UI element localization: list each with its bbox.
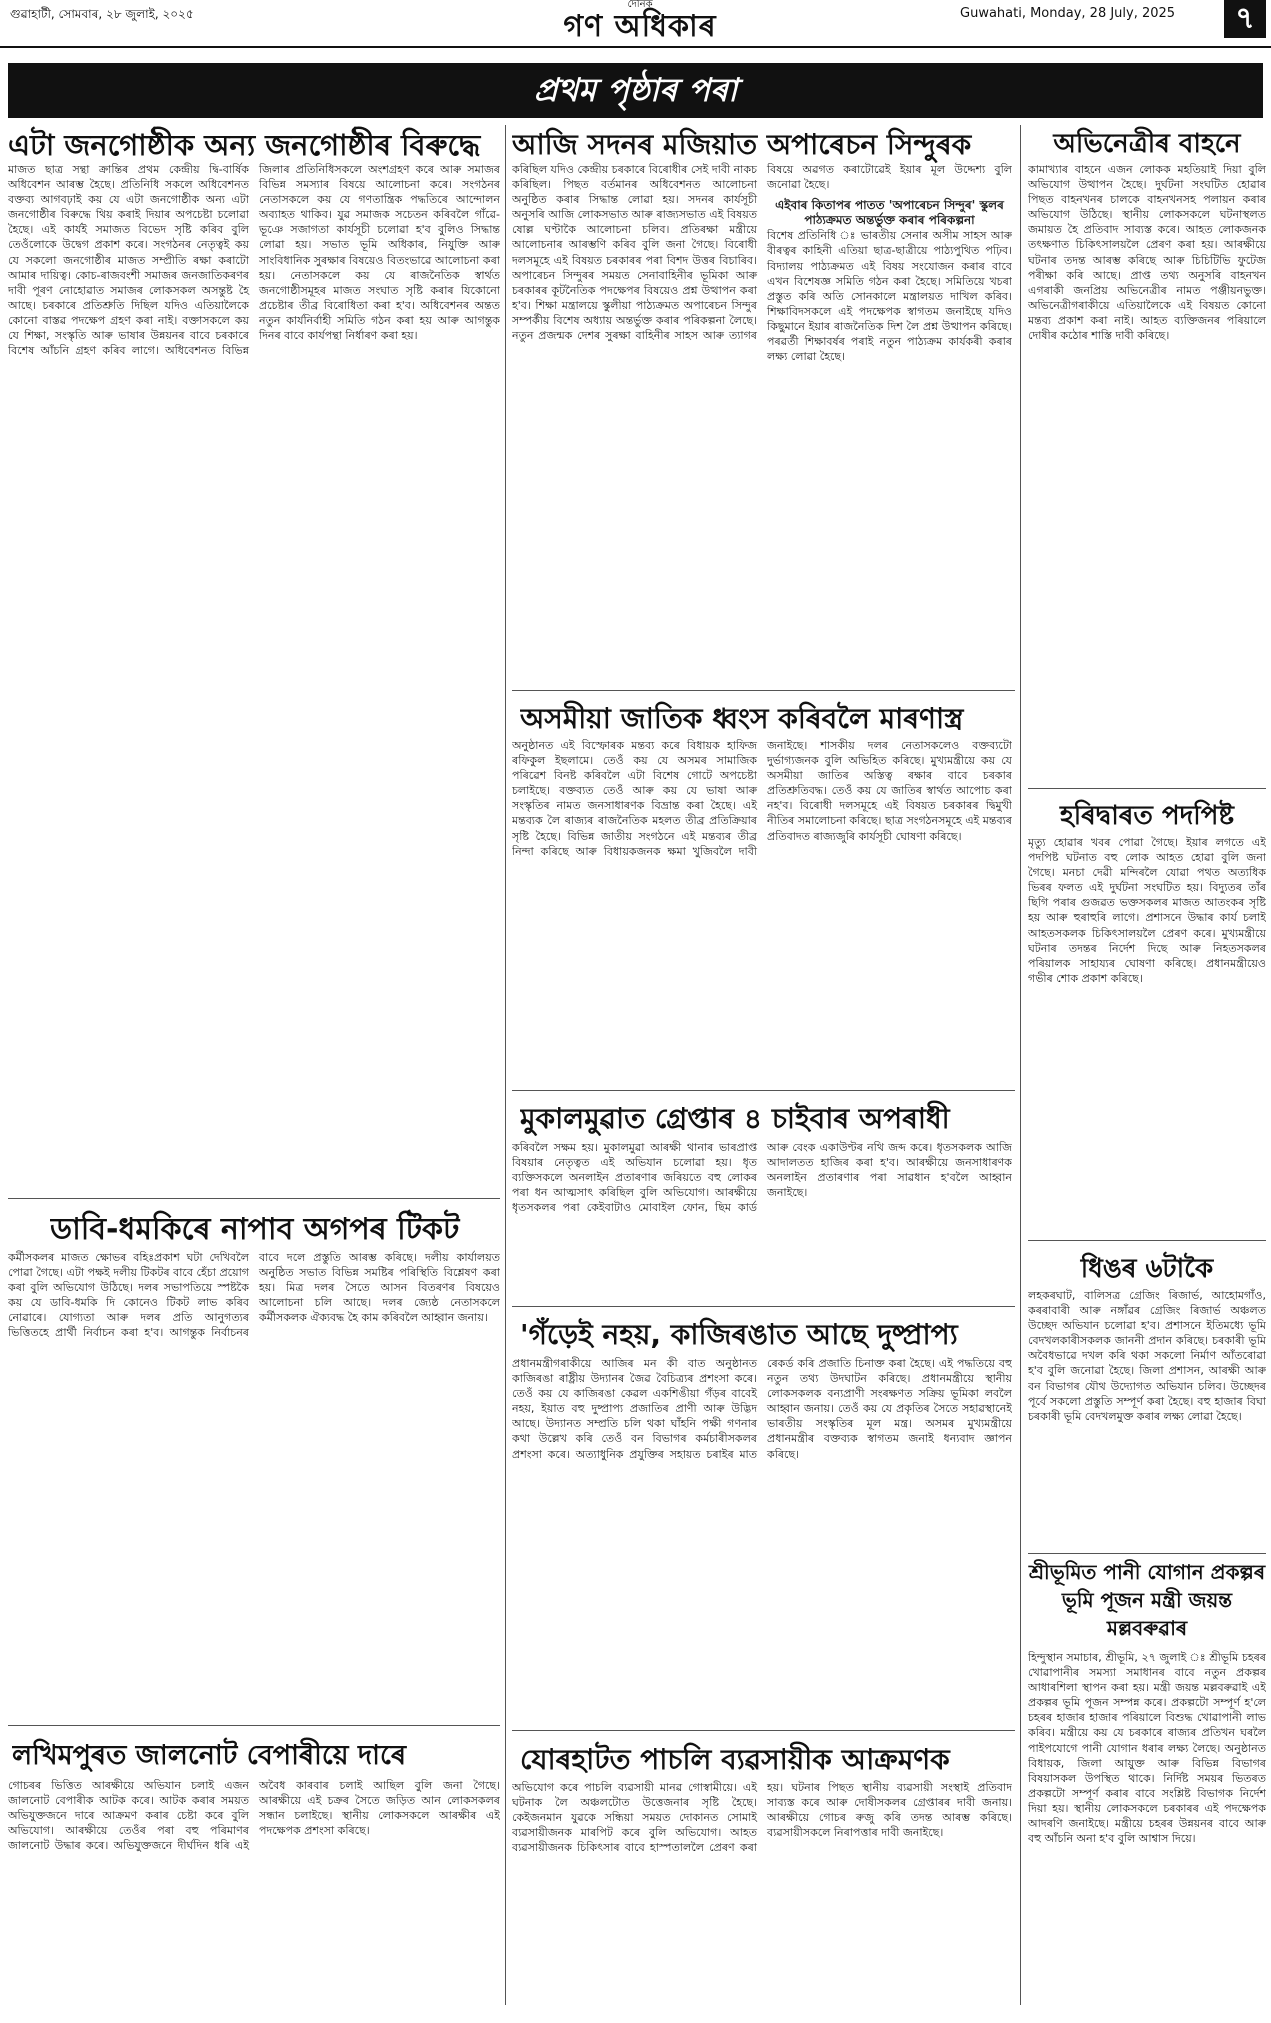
headline-operation-sindoor: আজি সদনৰ মজিয়াত অপাৰেচন সিন্দুৰক [512, 128, 972, 161]
article-body-lakhimpur [8, 1778, 500, 2013]
article-text: কামাখ্যাৰ বাহনে এজন লোকক মহতিয়াই দিয়া বুলি অভিযোগ উত্থাপন হৈছে। দুৰ্ঘটনা সংঘটিত হোৱাৰ পিছত বাহনখনৰ চালকে বাহনখনসহ পলায়ন কৰাৰ অভিযোগ উঠিছে। স্থানীয় লোকসকলে ঘটনাস্থলত জমায়ত হৈ প্ৰতিবাদ সাব্যস্ত কৰে। আহত লোকজনক তৎক্ষণাত চিকিৎসালয়লৈ প্ৰেৰণ কৰা হয়। আৰক্ষীয়ে ঘটনাৰ তদন্ত আৰম্ভ কৰিছে আৰু চিচিটিভি ফুটেজ পৰীক্ষা কৰি আছে। প্ৰাপ্ত তথ্য অনুসৰি বাহনখন এগৰাকী জনপ্ৰিয় অভিনেত্ৰীৰ নামত পঞ্জীয়নভুক্ত। অভিনেত্ৰীগৰাকীয়ে এতিয়ালৈকে এই বিষয়ত কোনো মন্তব্য প্ৰকাশ কৰা নাই। আহত ব্যক্তিজনৰ পৰিয়ালে দোষীৰ কঠোৰ শাস্তি দাবী কৰিছে। [1028, 163, 1266, 343]
article-body-sindoor [512, 162, 1012, 682]
article-text: কৰিবলৈ সক্ষম হয়। মুকালমুৱা আৰক্ষী থানাৰ ভাৰপ্ৰাপ্ত বিষয়াৰ নেতৃত্বত এই অভিযান চলোৱা হয়। ধৃত ব্যক্তিসকলে অনলাইন প্ৰতাৰণাৰ জৰিয়তে বহু লোকৰ পৰা ধন আত্মসাৎ কৰিছিল বুলি অভিযোগ। আৰক্ষীয়ে ধৃতসকলৰ পৰা কেইবাটাও মোবাইল ফোন, ছিম কাৰ্ড আৰু বেংক একাউণ্টৰ নথি জব্দ কৰে। ধৃতসকলক আজি আদালতত হাজিৰ কৰা হ'ব। আৰক্ষীয়ে জনসাধাৰণক অনলাইন প্ৰতাৰণাৰ পৰা সাৱধান হ'বলৈ আহ্বান জনাইছে। [512, 1141, 1012, 1215]
logo-text: গণ অধিকাৰ [563, 9, 717, 44]
section-banner: প্ৰথম পৃষ্ঠাৰ পৰা [8, 63, 1263, 118]
article-text: প্ৰধানমন্ত্ৰীগৰাকীয়ে আজিৰ মন কী বাত অনুষ্ঠানত কাজিৰঙা ৰাষ্ট্ৰীয় উদ্যানৰ জৈৱ বৈচিত্ৰ্যৰ প্ৰশংসা কৰে। তেওঁ কয় যে কাজিৰঙা কেৱল একশিঙীয়া গঁড়ৰ বাবেই নহয়, ইয়াত বহু দুষ্প্ৰাপ্য প্ৰজাতিৰ প্ৰাণী আৰু উদ্ভিদ আছে। উদ্যানত সম্প্ৰতি চলি থকা ঘাঁহনি পক্ষী গণনাৰ কথা উল্লেখ কৰি তেওঁ বন বিভাগৰ কৰ্মচাৰীসকলৰ প্ৰশংসা কৰে। অত্যাধুনিক প্ৰযুক্তিৰ সহায়ত চৰাইৰ মাত ৰেকৰ্ড কৰি প্ৰজাতি চিনাক্ত কৰা হৈছে। এই পদ্ধতিয়ে বহু নতুন তথ্য উদঘাটন কৰিছে। প্ৰধানমন্ত্ৰীয়ে স্থানীয় লোকসকলক বন্যপ্ৰাণী সংৰক্ষণত সক্ৰিয় ভূমিকা লবলৈ আহ্বান জনায়। তেওঁ কয় যে প্ৰকৃতিৰ সৈতে সহাৱস্থানেই ভাৰতীয় সংস্কৃতিৰ মূল মন্ত্ৰ। অসমৰ মুখ্যমন্ত্ৰীয়ে প্ৰধানমন্ত্ৰীৰ বক্তব্যক স্বাগতম জনাই ধন্যবাদ জ্ঞাপন কৰিছে। [512, 1357, 1012, 1461]
headline-dhing: ধিঙৰ ৬টাকৈ [1080, 1254, 1214, 1284]
newspaper-logo [510, 0, 770, 46]
article-text: মাজত ছাত্ৰ সন্থা ক্ৰান্তিৰ প্ৰথম কেন্দ্ৰীয় দ্বি-বাৰ্ষিক অধিবেশন আৰম্ভ হৈছে। প্ৰতিনিধি সকলে অধিবেশনত বক্তব্য আগবঢ়াই কয় যে এটা জনগোষ্ঠীক অন্য এটা জনগোষ্ঠীৰ বিৰুদ্ধে থিয় কৰাই দিয়াৰ অপচেষ্টা চলোৱা হৈছে। এই কাৰ্যই সমাজত বিভেদ সৃষ্টি কৰিব বুলি তেওঁলোকে উদ্বেগ প্ৰকাশ কৰে। সংগঠনৰ নেতৃত্বই কয় যে সকলো জনগোষ্ঠীৰ মাজত সম্প্ৰীতি ৰক্ষা কৰাটো আমাৰ দায়িত্ব। কোচ-ৰাজবংশী সমাজৰ জনজাতিকৰণৰ দাবী পূৰণ নোহোৱাত সমাজৰ লোকসকল অসন্তুষ্ট হৈ আছে। চৰকাৰে প্ৰতিশ্ৰুতি দিছিল যদিও এতিয়ালৈকে কোনো বাস্তৱ পদক্ষেপ গ্ৰহণ কৰা নাই। বক্তাসকলে কয় যে শিক্ষা, সংস্কৃতি আৰু ভাষাৰ উন্নয়নৰ বাবে চৰকাৰে বিশেষ আঁচনি গ্ৰহণ কৰিব লাগে। অধিবেশনত বিভিন্ন জিলাৰ প্ৰতিনিধিসকলে অংশগ্ৰহণ কৰে আৰু সমাজৰ বিভিন্ন সমস্যাৰ বিষয়ে আলোচনা কৰে। সংগঠনৰ নেতাসকলে কয় যে গণতান্ত্ৰিক পদ্ধতিৰে আন্দোলন অব্যাহত থাকিব। যুৱ সমাজক সচেতন কৰিবলৈ গাঁৱে-ভূঞে সজাগতা কাৰ্যসূচী চলোৱা হ'ব বুলিও সিদ্ধান্ত লোৱা হয়। সভাত ভূমি অধিকাৰ, নিযুক্তি আৰু সাংবিধানিক সুৰক্ষাৰ বিষয়েও বিতংভাৱে আলোচনা কৰা হয়। নেতাসকলে কয় যে ৰাজনৈতিক স্বাৰ্থত জনগোষ্ঠীসমূহৰ মাজত সংঘাত সৃষ্টি কৰাৰ যিকোনো প্ৰচেষ্টাৰ তীব্ৰ বিৰোধিতা কৰা হ'ব। অধিবেশনৰ অন্তত নতুন কাৰ্যনিৰ্বাহী সমিতি গঠন কৰা হয় আৰু আগন্তুক দিনৰ বাবে কাৰ্যপন্থা নিৰ্ধাৰণ কৰা হয়। [8, 163, 500, 358]
article-text: অনুষ্ঠানত এই বিস্ফোৰক মন্তব্য কৰে বিধায়ক হাফিজ ৰফিকুল ইছলামে। তেওঁ কয় যে অসমৰ সামাজিক পৰিৱেশ বিনষ্ট কৰিবলৈ এটা বিশেষ গোটে অপচেষ্টা চলাইছে। বক্তব্যত তেওঁ আৰু কয় যে ভাষা আৰু সংস্কৃতিৰ নামত জনসাধাৰণক বিভ্ৰান্ত কৰা হৈছে। এই মন্তব্যক লৈ ৰাজ্যৰ ৰাজনৈতিক মহলত তীব্ৰ প্ৰতিক্ৰিয়াৰ সৃষ্টি হৈছে। বিভিন্ন জাতীয় সংগঠনে এই মন্তব্যৰ তীব্ৰ নিন্দা কৰিছে আৰু বিধায়কজনক ক্ষমা খুজিবলৈ দাবী জনাইছে। শাসকীয় দলৰ নেতাসকলেও বক্তব্যটো দুৰ্ভাগ্যজনক বুলি অভিহিত কৰিছে। মুখ্যমন্ত্ৰীয়ে কয় যে অসমীয়া জাতিৰ অস্তিত্ব ৰক্ষাৰ বাবে চৰকাৰ প্ৰতিশ্ৰুতিবদ্ধ। তেওঁ কয় যে জাতিৰ স্বাৰ্থত আপোচ কৰা নহ'ব। বিৰোধী দলসমূহে এই বিষয়ত চৰকাৰৰ দ্বিমুখী নীতিৰ সমালোচনা কৰিছে। ছাত্ৰ সংগঠনসমূহে এই মন্তব্যৰ প্ৰতিবাদত ৰাজ্যজুৰি কাৰ্যসূচী ঘোষণা কৰিছে। [512, 739, 1012, 858]
article-body-dhing [1028, 1288, 1266, 1548]
headline-agp-ticket: ডাবি-ধমকিৰে নাপাব অগপৰ টিকট [50, 1212, 460, 1247]
article-text: অভিযোগ কৰে পাচলি ব্যৱসায়ী মানৱ গোস্বামীয়ে। এই ঘটনাক লৈ অঞ্চলটোত উত্তেজনাৰ সৃষ্টি হৈছে। কেইজনমান যুৱকে সন্ধিয়া সময়ত দোকানত সোমাই ব্যৱসায়ীজনক মাৰপিট কৰে বুলি অভিযোগ। আহত ব্যৱসায়ীজনক চিকিৎসাৰ বাবে হাস্পতাললৈ প্ৰেৰণ কৰা হয়। ঘটনাৰ পিছত স্থানীয় ব্যৱসায়ী সংস্থাই প্ৰতিবাদ সাব্যস্ত কৰে আৰু দোষীসকলৰ গ্ৰেপ্তাৰৰ দাবী জনায়। আৰক্ষীয়ে গোচৰ ৰুজু কৰি তদন্ত আৰম্ভ কৰিছে। ব্যৱসায়ীসকলে নিৰাপত্তাৰ দাবী জনাইছে। [512, 1781, 1012, 1855]
article-text: মৃত্যু হোৱাৰ খবৰ পোৱা গৈছে। ইয়াৰ লগতে এই পদপিষ্ট ঘটনাত বহু লোক আহত হোৱা বুলি জনা গৈছে। মনচা দেৱী মন্দিৰলৈ যোৱা পথত অত্যধিক ভিৰৰ ফলত এই দুৰ্ঘটনা সংঘটিত হয়। বিদ্যুতৰ তাঁৰ ছিগি পৰাৰ গুজৱত ভক্তসকলৰ মাজত আতংকৰ সৃষ্টি হয় আৰু হুৰাহুৰি লাগে। প্ৰশাসনে উদ্ধাৰ কাৰ্য চলাই আহতসকলক চিকিৎসালয়লৈ প্ৰেৰণ কৰে। মুখ্যমন্ত্ৰীয়ে ঘটনাৰ তদন্তৰ নিৰ্দেশ দিছে আৰু নিহতসকলৰ পৰিয়ালক সাহায্যৰ ঘোষণা কৰিছে। প্ৰধানমন্ত্ৰীয়েও গভীৰ শোক প্ৰকাশ কৰিছে। [1028, 836, 1266, 985]
logo-small-text: দৈনিক [627, 0, 653, 10]
article-text: লহকৰঘাট, বালিসত্ৰ গ্ৰেজিং ৰিজাৰ্ভ, আহোমগাঁও, কৰৰাবাৰী আৰু নঙ্গাঁৱৰ গ্ৰেজিং ৰিজাৰ্ভ অঞ্চলত উচ্ছেদ অভিযান চলোৱা হ'ব। প্ৰশাসনে ইতিমধ্যে ভূমি বেদখলকাৰীসকলক জাননী প্ৰদান কৰিছে। চৰকাৰী ভূমি অবৈধভাৱে দখল কৰি থকা সকলো নিৰ্মাণ আঁতৰোৱা হ'ব বুলি জনোৱা হৈছে। জিলা প্ৰশাসন, আৰক্ষী আৰু বন বিভাগৰ যৌথ উদ্যোগত অভিযান চলিব। উচ্ছেদৰ পূৰ্বে সকলো প্ৰস্তুতি সম্পূৰ্ণ কৰা হৈছে। বহু হাজাৰ বিঘা চৰকাৰী ভূমি বেদখলমুক্ত কৰাৰ লক্ষ্য লোৱা হৈছে। [1028, 1289, 1266, 1423]
headline-assamese-nation: অসমীয়া জাতিক ধ্বংস কৰিবলৈ মাৰণাস্ত্ৰ [520, 702, 964, 735]
article-text: কৰিছিল যদিও কেন্দ্ৰীয় চৰকাৰে বিৰোধীৰ সেই দাবী নাকচ কৰিছিল। পিছত বৰ্তমানৰ অধিবেশনত আলোচনা অনুষ্ঠিত কৰাৰ সিদ্ধান্ত লোৱা হয়। সদনৰ কাৰ্যসূচী অনুসৰি আজি লোকসভাত আৰু ৰাজ্যসভাত এই বিষয়ত ষোল্ল ঘণ্টাকৈ আলোচনা চলিব। প্ৰতিৰক্ষা মন্ত্ৰীয়ে আলোচনাৰ আৰম্ভণি কৰিব বুলি জনা গৈছে। বিৰোধী দলসমূহে এই বিষয়ত চৰকাৰৰ পৰা বিশদ উত্তৰ বিচাৰিব। অপাৰেচন সিন্দুৰৰ সময়ত সেনাবাহিনীৰ ভূমিকা আৰু চৰকাৰৰ কূটনৈতিক পদক্ষেপৰ বিষয়েও প্ৰশ্ন উত্থাপন কৰা হ'ব। শিক্ষা মন্ত্ৰালয়ে স্কুলীয়া পাঠ্যক্ৰমত অপাৰেচন সিন্দুৰ সম্পৰ্কীয় বিশেষ অধ্যায় অন্তৰ্ভুক্ত কৰাৰ পৰিকল্পনা লৈছে। নতুন প্ৰজন্মক দেশৰ সুৰক্ষা বাহিনীৰ সাহস আৰু ত্যাগৰ বিষয়ে অৱগত কৰাটোৱেই ইয়াৰ মূল উদ্দেশ্য বুলি জনোৱা হৈছে। [512, 163, 1012, 343]
article-body-agp [8, 1250, 500, 1720]
article-text: হিন্দুস্থান সমাচাৰ, শ্ৰীভূমি, ২৭ জুলাই ঃ শ্ৰীভূমি চহৰৰ খোৱাপানীৰ সমস্যা সমাধানৰ বাবে নতুন প্ৰকল্পৰ আধাৰশিলা স্থাপন কৰা হয়। মন্ত্ৰী জয়ন্ত মল্লবৰুৱাই এই প্ৰকল্পৰ ভূমি পূজন সম্পন্ন কৰে। প্ৰকল্পটো সম্পূৰ্ণ হ'লে চহৰৰ হাজাৰ হাজাৰ পৰিয়ালে বিশুদ্ধ খোৱাপানী লাভ কৰিব। মন্ত্ৰীয়ে কয় যে চৰকাৰে ৰাজ্যৰ প্ৰতিখন ঘৰলৈ পাইপযোগে পানী যোগান ধৰাৰ লক্ষ্য লৈছে। অনুষ্ঠানত বিধায়ক, জিলা আয়ুক্ত আৰু বিভিন্ন বিভাগৰ বিষয়াসকল উপস্থিত থাকে। নিৰ্দিষ্ট সময়ৰ ভিতৰত প্ৰকল্পটো সম্পূৰ্ণ কৰাৰ বাবে সংশ্লিষ্ট বিভাগক নিৰ্দেশ দিয়া হয়। স্থানীয় লোকসকলে চৰকাৰৰ এই পদক্ষেপক আদৰণি জনাইছে। মন্ত্ৰীয়ে চহৰৰ উন্নয়নৰ বাবে আৰু বহু আঁচনি অনা হ'ব বুলি আশ্বাস দিয়ে। [1028, 1651, 1266, 1846]
headline-haridwar-stampede: হৰিদ্বাৰত পদপিষ্ট [1060, 801, 1234, 831]
article-divider [512, 1090, 1015, 1091]
article-divider [512, 690, 1015, 691]
article-text: বিশেষ প্ৰতিনিধি ঃ ভাৰতীয় সেনাৰ অসীম সাহস আৰু বীৰত্বৰ কাহিনী এতিয়া ছাত্ৰ-ছাত্ৰীয়ে পাঠ্যপুথিত পঢ়িব। বিদ্যালয় পাঠ্যক্ৰমত এই বিষয় সংযোজন কৰাৰ বাবে এখন বিশেষজ্ঞ সমিতি গঠন কৰা হৈছে। সমিতিয়ে খচৰা প্ৰস্তুত কৰি অতি সোনকালে মন্ত্ৰালয়ত দাখিল কৰিব। শিক্ষাবিদসকলে এই পদক্ষেপক স্বাগতম জনাইছে যদিও কিছুমানে ইয়াৰ ৰাজনৈতিক দিশ লৈ প্ৰশ্ন উত্থাপন কৰিছে। পৰৱৰ্তী শিক্ষাবৰ্ষৰ পৰাই নতুন পাঠ্যক্ৰম কাৰ্যকৰী কৰাৰ লক্ষ্য লোৱা হৈছে। [767, 229, 1012, 364]
article-divider [1028, 788, 1266, 789]
article-divider [512, 1730, 1015, 1731]
column-rule [505, 125, 506, 2005]
headline-cyber-criminals: মুকালমুৱাত গ্ৰেপ্তাৰ ৪ চাইবাৰ অপৰাধী [520, 1102, 950, 1135]
headline-community-conflict: এটা জনগোষ্ঠীক অন্য জনগোষ্ঠীৰ বিৰুদ্ধে [8, 128, 481, 162]
article-text: গোচৰৰ ভিত্তিত আৰক্ষীয়ে অভিযান চলাই এজন জালনোট বেপাৰীক আটক কৰে। আটক কৰাৰ সময়ত অভিযুক্তজনে দাৰে আক্ৰমণ কৰাৰ চেষ্টা কৰে বুলি অভিযোগ। আৰক্ষীয়ে তেওঁৰ পৰা বহু পৰিমাণৰ জালনোট উদ্ধাৰ কৰে। অভিযুক্তজনে দীৰ্ঘদিন ধৰি এই অবৈধ কাৰবাৰ চলাই আছিল বুলি জনা গৈছে। আৰক্ষীয়ে এই চক্ৰৰ সৈতে জড়িত আন লোকসকলৰ সন্ধান চলাইছে। স্থানীয় লোকসকলে আৰক্ষীৰ এই পদক্ষেপক প্ৰশংসা কৰিছে। [8, 1779, 500, 1853]
headline-jorhat-vendor: যোৰহাটত পাচলি ব্যৱসায়ীক আক্ৰমণক [520, 1743, 950, 1776]
article-divider [8, 1725, 500, 1726]
page-number: ৭ [1224, 0, 1266, 38]
headline-lakhimpur-fake-notes: লখিমপুৰত জালনোট বেপাৰীয়ে দাৰে [12, 1740, 407, 1771]
article-body-assamese-nation [512, 738, 1012, 1083]
article-body-community [8, 162, 500, 1192]
masthead-date-english: Guwahati, Monday, 28 July, 2025 [960, 6, 1176, 21]
column-rule [1020, 125, 1021, 2005]
masthead-date-assamese: গুৱাহাটী, সোমবাৰ, ২৮ জুলাই, ২০২৫ [10, 7, 194, 21]
article-body-kaziranga [512, 1356, 1012, 1724]
article-body-haridwar [1028, 835, 1266, 1235]
article-body-actress [1028, 162, 1266, 782]
article-divider [8, 1198, 500, 1199]
article-body-jorhat [512, 1780, 1012, 2013]
article-subhead: এইবাৰ কিতাপৰ পাতত 'অপাৰেচন সিন্দুৰ' স্কুলৰ পাঠ্যক্ৰমত অন্তৰ্ভুক্ত কৰাৰ পৰিকল্পনা [775, 198, 1004, 228]
headline-kaziranga: 'গঁড়েই নহয়, কাজিৰঙাত আছে দুষ্প্ৰাপ্য [520, 1318, 958, 1351]
article-divider [512, 1306, 1015, 1307]
article-text: কৰ্মীসকলৰ মাজত ক্ষোভৰ বহিঃপ্ৰকাশ ঘটা দেখিবলৈ পোৱা গৈছে। এটা পক্ষই দলীয় টিকটৰ বাবে হেঁচা প্ৰয়োগ কৰা বুলি অভিযোগ উঠিছে। দলৰ সভাপতিয়ে স্পষ্টকৈ কয় যে ডাবি-ধমকি দি কোনেও টিকট লাভ কৰিব নোৱাৰে। যোগ্যতা আৰু দলৰ প্ৰতি আনুগত্যৰ ভিত্তিতহে প্ৰাৰ্থী নিৰ্বাচন কৰা হ'ব। আগন্তুক নিৰ্বাচনৰ বাবে দলে প্ৰস্তুতি আৰম্ভ কৰিছে। দলীয় কাৰ্যালয়ত অনুষ্ঠিত সভাত বিভিন্ন সমষ্টিৰ পৰিস্থিতি বিশ্লেষণ কৰা হয়। মিত্ৰ দলৰ সৈতে আসন বিতৰণৰ বিষয়েও আলোচনা চলি আছে। দলৰ জ্যেষ্ঠ নেতাসকলে কৰ্মীসকলক ঐক্যবদ্ধ হৈ কাম কৰিবলৈ আহ্বান জনায়। [8, 1251, 500, 1340]
article-divider [1028, 1553, 1266, 1554]
article-body-cyber [512, 1140, 1012, 1300]
headline-actress-vehicle: অভিনেত্ৰীৰ বাহনে [1053, 129, 1241, 159]
article-divider [1028, 1240, 1266, 1241]
headline-sribhumi-water: শ্ৰীভূমিত পানী যোগান প্ৰকল্পৰ ভূমি পূজন মন্ত্ৰী জয়ন্ত মল্লবৰুৱাৰ [1028, 1560, 1266, 1640]
article-body-sribhumi [1028, 1650, 1266, 2013]
masthead-divider [0, 46, 1271, 48]
